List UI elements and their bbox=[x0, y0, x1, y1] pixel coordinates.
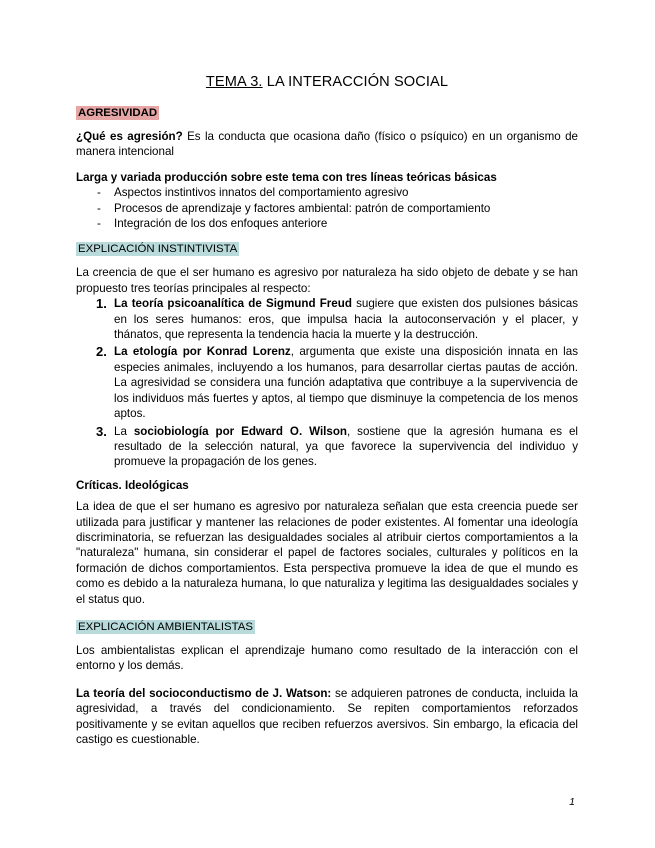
theory-prefix: La bbox=[114, 424, 134, 438]
theory-number: 3. bbox=[96, 423, 107, 439]
theory-title: La teoría psicoanalítica de Sigmund Freud bbox=[114, 297, 352, 311]
section-label-instintivista: EXPLICACIÓN INSTINTIVISTA bbox=[78, 243, 238, 256]
criticas-paragraph: La idea de que el ser humano es agresivo por naturaleza señalan que esta creencia puede ser utilizada para justificar y mantener las relaciones de poder existentes. Al fomentar una ideología discriminatoria, se refuerzan las desigualdades sociales al atribuir ciertos comportamientos a la "naturaleza" humana, sin considerar el papel de factores sociales, culturales y políticos en la formación de dichos comportamientos. Esta perspectiva promueve la idea de que el mundo es como es debido a la naturaleza humana, lo que naturaliza y legitima las desigualdades sociales y el status quo. bbox=[76, 500, 578, 606]
section-label-agresividad: AGRESIVIDAD bbox=[78, 107, 158, 119]
section-heading-ambientalistas bbox=[76, 617, 578, 635]
theory-text: , argumenta que existe una disposición innata en las especies animales, incluyendo a los humanos, para desarrollar ciertas pautas de acción. La agresividad se considera una función adaptativa que contribuye a la supervivencia de los individuos más fuertes y aptos, al tiempo que disminuye la competencia de los menos aptos. bbox=[114, 345, 578, 421]
section-label-ambientalistas: EXPLICACIÓN AMBIENTALISTAS bbox=[78, 620, 253, 633]
theory-number: 1. bbox=[96, 296, 107, 312]
theories-list bbox=[76, 296, 578, 469]
definition-paragraph bbox=[76, 129, 578, 160]
criticas-heading-text: Críticas. Ideológicas bbox=[76, 478, 189, 492]
theory-title: sociobiología por Edward O. Wilson bbox=[133, 424, 348, 438]
definition-text: Es la conducta que ocasiona daño (físico o psíquico) en un organismo de manera intencional bbox=[76, 130, 578, 159]
page-title bbox=[76, 74, 578, 90]
lines-heading-text: Larga y variada producción sobre este tema con tres líneas teóricas básicas bbox=[76, 170, 497, 184]
theory-text: sugiere que existen dos pulsiones básicas en los seres humanos: eros, que impulsa hacia la autoconservación y el placer, y thánatos, que representa la tendencia hacia la muerte y la destrucción. bbox=[114, 297, 578, 342]
instintivista-intro: La creencia de que el ser humano es agresivo por naturaleza ha sido objeto de debate y se han propuesto tres teorías principales al respecto: bbox=[76, 266, 578, 295]
watson-title: La teoría del socioconductismo de J. Watson: bbox=[76, 686, 332, 700]
watson-text: se adquieren patrones de conducta, incluida la agresividad, a través del condicionamiento. Se repiten comportamientos reforzados positivamente y se evitan aquellos que reciben refuerzos aversivos. Sin embargo, la eficacia del castigo es cuestionable. bbox=[76, 686, 578, 746]
theory-item-freud bbox=[76, 296, 578, 342]
theory-item-wilson bbox=[76, 424, 578, 470]
list-item: - Procesos de aprendizaje y factores ambiental: patrón de comportamiento bbox=[76, 201, 578, 216]
criticas-heading bbox=[76, 478, 578, 493]
ambientalistas-intro: Los ambientalistas explican el aprendizaje humano como resultado de la interacción con el entorno y los demás. bbox=[76, 643, 578, 673]
section-heading-instintivista bbox=[76, 239, 578, 257]
title-text: LA INTERACCIÓN SOCIAL bbox=[262, 74, 449, 90]
page-number: 1 bbox=[569, 796, 575, 808]
theory-text: , sostiene que la agresión humana es el resultado de la selección natural, ya que favorece la supervivencia del individuo y promueve la propagación de los genes. bbox=[114, 424, 578, 469]
lines-list bbox=[76, 185, 578, 231]
title-number: TEMA 3. bbox=[205, 74, 263, 90]
page-content bbox=[76, 74, 578, 747]
definition-question: ¿Qué es agresión? bbox=[76, 130, 183, 143]
theory-number: 2. bbox=[96, 344, 107, 360]
theory-title: La etología por Konrad Lorenz bbox=[114, 345, 291, 359]
watson-paragraph bbox=[76, 686, 578, 748]
section-heading-agresividad bbox=[76, 103, 578, 121]
list-item: - Aspectos instintivos innatos del comportamiento agresivo bbox=[76, 185, 578, 200]
lines-heading bbox=[76, 170, 578, 185]
theory-item-lorenz bbox=[76, 344, 578, 421]
list-item: - Integración de los dos enfoques anteriore bbox=[76, 216, 578, 231]
